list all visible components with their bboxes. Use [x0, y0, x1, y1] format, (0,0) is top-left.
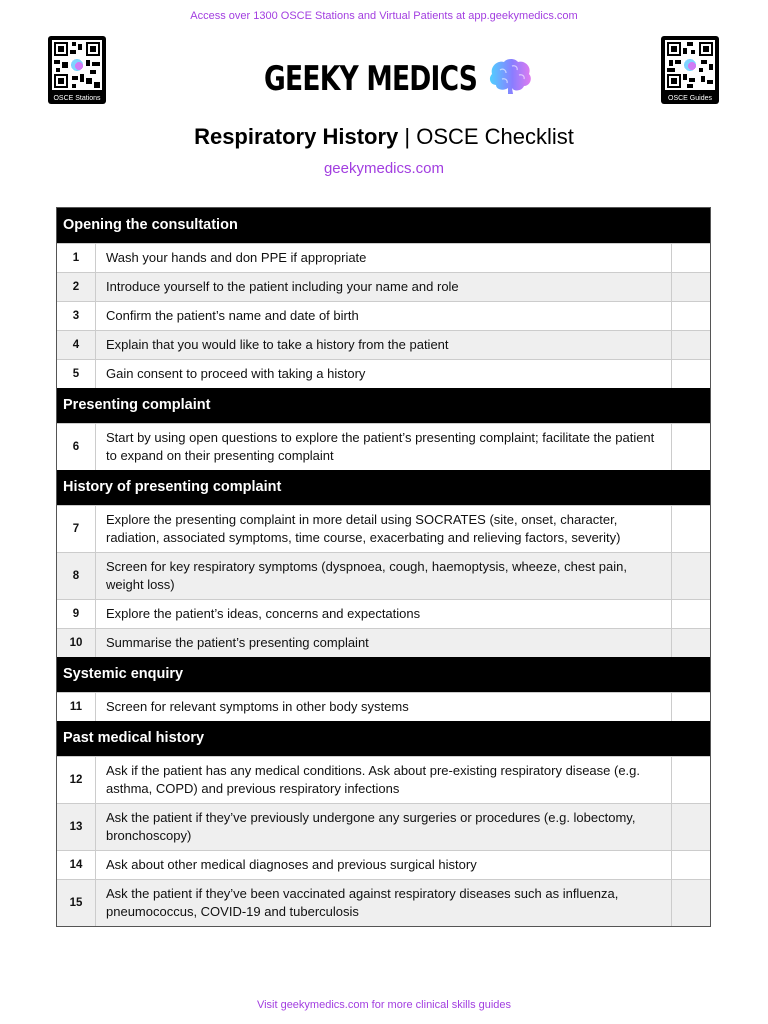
- checklist-row: [57, 803, 710, 850]
- checklist-row: [57, 423, 710, 470]
- item-text: Screen for relevant symptoms in other body systems: [96, 693, 672, 721]
- brain-icon: [486, 56, 534, 101]
- top-banner-link[interactable]: Access over 1300 OSCE Stations and Virtual Patients at app.geekymedics.com: [190, 10, 578, 22]
- qr-caption: OSCE Guides: [668, 95, 712, 102]
- page-title: [0, 124, 768, 150]
- item-checkbox[interactable]: [672, 880, 710, 926]
- title-strong: Respiratory History: [194, 124, 399, 149]
- checklist-row: [57, 505, 710, 552]
- item-number: 13: [57, 804, 96, 850]
- checklist-row: [57, 850, 710, 879]
- item-checkbox[interactable]: [672, 629, 710, 657]
- item-number: 14: [57, 851, 96, 879]
- item-text: Explain that you would like to take a history from the patient: [96, 331, 672, 359]
- item-text: Explore the patient’s ideas, concerns and expectations: [96, 600, 672, 628]
- checklist-row: [57, 879, 710, 926]
- item-checkbox[interactable]: [672, 693, 710, 721]
- item-text: Start by using open questions to explore the patient’s presenting complaint; facilitate the patient to expand on their presenting complaint: [96, 424, 672, 470]
- section-header: Presenting complaint: [57, 388, 710, 423]
- title-rest: | OSCE Checklist: [398, 124, 574, 149]
- item-number: 1: [57, 244, 96, 272]
- item-text: Wash your hands and don PPE if appropriate: [96, 244, 672, 272]
- checklist-row: [57, 272, 710, 301]
- item-checkbox[interactable]: [672, 553, 710, 599]
- item-text: Ask if the patient has any medical conditions. Ask about pre-existing respiratory disease (e.g. asthma, COPD) and previous respiratory infections: [96, 757, 672, 803]
- item-number: 4: [57, 331, 96, 359]
- logo-text: GEEKY MEDICS: [264, 58, 478, 99]
- item-text: Summarise the patient’s presenting complaint: [96, 629, 672, 657]
- section-header: Past medical history: [57, 721, 710, 756]
- item-number: 3: [57, 302, 96, 330]
- checklist-row: [57, 330, 710, 359]
- checklist-row: [57, 301, 710, 330]
- item-number: 6: [57, 424, 96, 470]
- footer-link[interactable]: Visit geekymedics.com for more clinical skills guides: [256, 999, 512, 1011]
- checklist-row: [57, 552, 710, 599]
- qr-caption: OSCE Stations: [53, 95, 101, 102]
- item-text: Ask about other medical diagnoses and previous surgical history: [96, 851, 672, 879]
- checklist-table: [56, 207, 711, 927]
- item-text: Ask the patient if they’ve previously undergone any surgeries or procedures (e.g. lobectomy, bronchoscopy): [96, 804, 672, 850]
- item-checkbox[interactable]: [672, 804, 710, 850]
- item-checkbox[interactable]: [672, 244, 710, 272]
- item-checkbox[interactable]: [672, 302, 710, 330]
- item-text: Confirm the patient’s name and date of birth: [96, 302, 672, 330]
- checklist-row: [57, 692, 710, 721]
- item-checkbox[interactable]: [672, 506, 710, 552]
- checklist-row: [57, 756, 710, 803]
- item-number: 10: [57, 629, 96, 657]
- item-text: Introduce yourself to the patient including your name and role: [96, 273, 672, 301]
- item-checkbox[interactable]: [672, 273, 710, 301]
- item-number: 2: [57, 273, 96, 301]
- checklist-row: [57, 628, 710, 657]
- item-text: Ask the patient if they’ve been vaccinated against respiratory diseases such as influenza, pneumococcus, COVID-19 and tuberculosis: [96, 880, 672, 926]
- item-checkbox[interactable]: [672, 600, 710, 628]
- item-text: Explore the presenting complaint in more detail using SOCRATES (site, onset, character, radiation, associated symptoms, time course, exacerbating and relieving factors, severity): [96, 506, 672, 552]
- site-link[interactable]: geekymedics.com: [323, 160, 445, 177]
- item-checkbox[interactable]: [672, 360, 710, 388]
- item-checkbox[interactable]: [672, 424, 710, 470]
- item-checkbox[interactable]: [672, 331, 710, 359]
- item-text: Screen for key respiratory symptoms (dyspnoea, cough, haemoptysis, wheeze, chest pain, weight loss): [96, 553, 672, 599]
- item-checkbox[interactable]: [672, 757, 710, 803]
- item-number: 11: [57, 693, 96, 721]
- checklist-row: [57, 599, 710, 628]
- item-text: Gain consent to proceed with taking a history: [96, 360, 672, 388]
- item-checkbox[interactable]: [672, 851, 710, 879]
- section-header: Opening the consultation: [57, 208, 710, 243]
- item-number: 12: [57, 757, 96, 803]
- section-header: Systemic enquiry: [57, 657, 710, 692]
- item-number: 8: [57, 553, 96, 599]
- item-number: 9: [57, 600, 96, 628]
- checklist-row: [57, 243, 710, 272]
- item-number: 7: [57, 506, 96, 552]
- item-number: 5: [57, 360, 96, 388]
- section-header: History of presenting complaint: [57, 470, 710, 505]
- checklist-row: [57, 359, 710, 388]
- item-number: 15: [57, 880, 96, 926]
- geeky-medics-logo[interactable]: [0, 56, 768, 106]
